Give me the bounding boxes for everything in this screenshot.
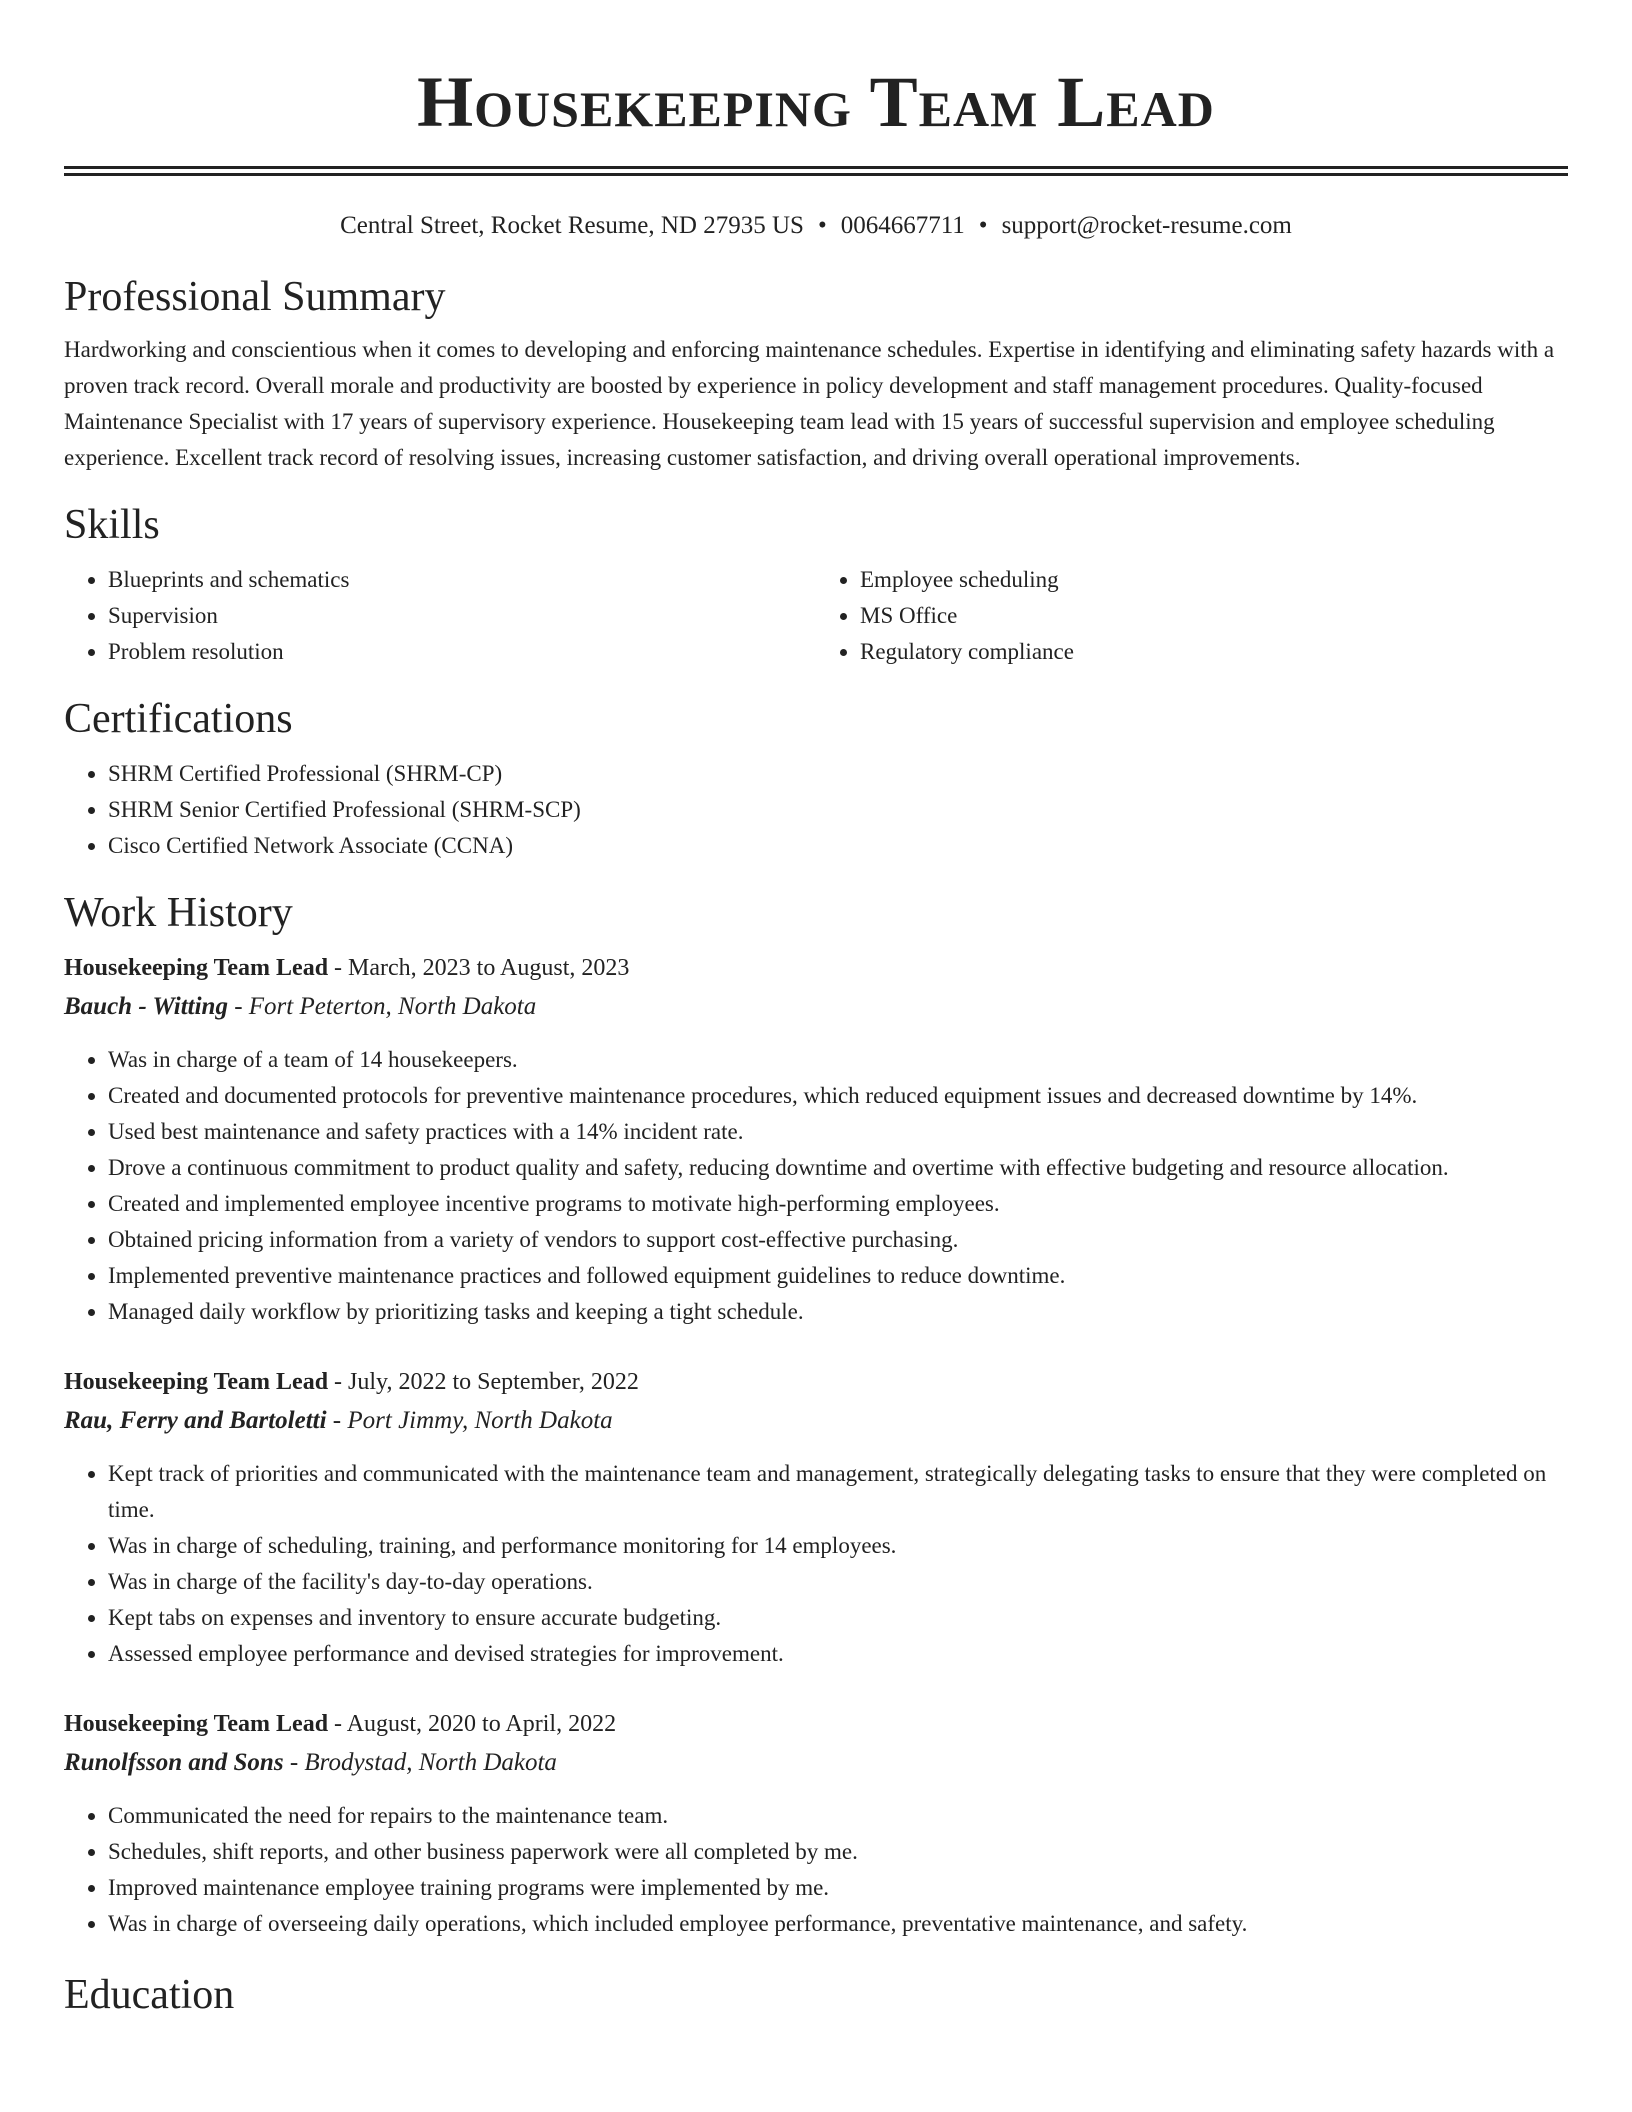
resume-title: Housekeeping Team Lead [417,62,1215,142]
job-header [64,1362,1568,1402]
job-header [64,948,1568,988]
job-bullet: • Kept tabs on expenses and inventory to ensure accurate budgeting. [108,1600,1568,1636]
certifications-list [64,756,1568,864]
certification-item: • SHRM Senior Certified Professional (SHRM-SCP) [108,792,1568,828]
skills-grid [64,562,1568,670]
job-bullet: • Was in charge of the facility's day-to-day operations. [108,1564,1568,1600]
job-role: Housekeeping Team Lead [64,1369,329,1395]
work-history-section [64,888,1568,1942]
certification-item: • Cisco Certified Network Associate (CCNA) [108,828,1568,864]
job-entry [64,1362,1568,1672]
job-dash: - [326,1407,348,1434]
job-location: Brodystad, North Dakota [304,1749,557,1776]
job-bullet: • Was in charge of a team of 14 housekeepers. [108,1042,1568,1078]
job-bullet: • Communicated the need for repairs to the maintenance team. [108,1798,1568,1834]
job-employer [64,1402,1568,1440]
title-divider [64,166,1568,176]
contact-separator: • [978,212,988,239]
skills-heading: Skills [64,502,160,548]
skill-item: • Blueprints and schematics [108,562,816,598]
job-employer [64,1744,1568,1782]
job-bullets [64,1798,1568,1942]
job-bullet: • Schedules, shift reports, and other business paperwork were all completed by me. [108,1834,1568,1870]
job-employer [64,988,1568,1026]
work-history-heading: Work History [64,890,293,936]
skill-item: • Employee scheduling [860,562,1568,598]
job-dash: - [227,993,249,1020]
job-location: Port Jimmy, North Dakota [347,1407,613,1434]
job-bullets [64,1456,1568,1672]
job-location: Fort Peterton, North Dakota [248,993,537,1020]
job-bullet: • Obtained pricing information from a variety of vendors to support cost-effective purchasing. [108,1222,1568,1258]
contact-email[interactable]: support@rocket-resume.com [1001,212,1292,239]
skill-item: • Regulatory compliance [860,634,1568,670]
job-dates: July, 2022 to September, 2022 [348,1369,639,1395]
contact-separator: • [817,212,827,239]
job-company: Rau, Ferry and Bartoletti [64,1407,327,1434]
job-company: Bauch - Witting [64,993,228,1020]
job-header [64,1704,1568,1744]
job-dates: August, 2020 to April, 2022 [346,1711,617,1737]
contact-line [64,210,1568,242]
skills-list-left [64,562,816,670]
job-entry [64,948,1568,1330]
job-bullet: • Managed daily workflow by prioritizing tasks and keeping a tight schedule. [108,1294,1568,1330]
education-section [64,1970,1568,2020]
education-heading: Education [64,1972,235,2018]
job-dash: - [283,1749,305,1776]
job-entry [64,1704,1568,1942]
job-bullet: • Used best maintenance and safety practices with a 14% incident rate. [108,1114,1568,1150]
job-dash: - [328,1711,347,1737]
job-role: Housekeeping Team Lead [64,955,329,981]
job-dash: - [328,955,349,981]
certifications-heading: Certifications [64,696,293,742]
skills-list-right [816,562,1568,670]
job-company: Runolfsson and Sons [64,1749,284,1776]
job-dash: - [328,1369,349,1395]
skill-item: • Problem resolution [108,634,816,670]
summary-text: Hardworking and conscientious when it comes to developing and enforcing maintenance schedules. Expertise in identifying and eliminating safety hazards with a proven track record. Overall morale and productivity are boosted by experience in policy development and staff management procedures. Quality-focused Maintenance Specialist with 17 years of supervisory experience. Housekeeping team lead with 15 years of successful supervision and employee scheduling experience. Excellent track record of resolving issues, increasing customer satisfaction, and driving overall operational improvements. [64,337,1555,470]
job-bullet: • Created and documented protocols for preventive maintenance procedures, which reduced equipment issues and decreased downtime by 14%. [108,1078,1568,1114]
skill-item: • Supervision [108,598,816,634]
summary-section [64,272,1568,476]
job-bullet: • Created and implemented employee incentive programs to motivate high-performing employees. [108,1186,1568,1222]
job-bullet: • Implemented preventive maintenance practices and followed equipment guidelines to reduce downtime. [108,1258,1568,1294]
job-bullet: • Drove a continuous commitment to product quality and safety, reducing downtime and overtime with effective budgeting and resource allocation. [108,1150,1568,1186]
skills-section [64,500,1568,670]
certification-item: • SHRM Certified Professional (SHRM-CP) [108,756,1568,792]
job-bullet: • Was in charge of scheduling, training, and performance monitoring for 14 employees. [108,1528,1568,1564]
summary-heading: Professional Summary [64,274,446,320]
job-dates: March, 2023 to August, 2023 [348,955,630,981]
job-bullets [64,1042,1568,1330]
job-bullet: • Kept track of priorities and communicated with the maintenance team and management, strategically delegating tasks to ensure that they were completed on time. [108,1456,1568,1528]
job-bullet: • Improved maintenance employee training programs were implemented by me. [108,1870,1568,1906]
contact-phone: 0064667711 [840,212,965,239]
contact-address: Central Street, Rocket Resume, ND 27935 US [340,212,804,239]
skill-item: • MS Office [860,598,1568,634]
certifications-section [64,694,1568,864]
job-role: Housekeeping Team Lead [64,1711,329,1737]
job-bullet: • Assessed employee performance and devised strategies for improvement. [108,1636,1568,1672]
job-bullet: • Was in charge of overseeing daily operations, which included employee performance, preventative maintenance, and safety. [108,1906,1568,1942]
